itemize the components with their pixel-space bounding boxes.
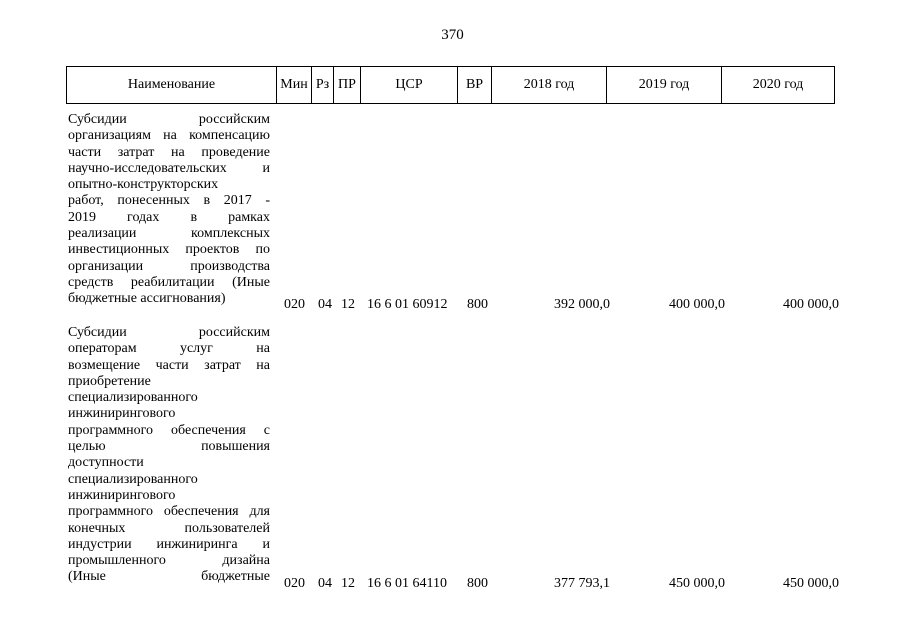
row-name-line: инжинирингового xyxy=(68,406,176,422)
row-name-line: специализированного xyxy=(68,390,198,406)
column-header-2018: 2018 год xyxy=(492,67,607,104)
row-2020: 400 000,0 xyxy=(783,297,839,312)
row-name-line: специализированного xyxy=(68,471,198,487)
row-name-line: бюджетные ассигнования) xyxy=(68,291,226,307)
row-name-line: 2019 годах в рамках xyxy=(68,209,270,225)
row-name-line: реализации комплексных xyxy=(68,226,270,242)
row-pr: 12 xyxy=(341,576,355,591)
row-name-line: Субсидии российским xyxy=(68,112,270,127)
column-header-name: Наименование xyxy=(67,67,277,104)
row-name-line: программного обеспечения для xyxy=(68,504,270,520)
row-name-line: операторам услуг на xyxy=(68,341,270,357)
row-min: 020 xyxy=(284,576,305,591)
row-csr: 16 6 01 64110 xyxy=(367,576,447,591)
row-name-line: организации производства xyxy=(68,258,270,274)
row-vr: 800 xyxy=(467,297,488,312)
column-header-2020: 2020 год xyxy=(722,67,835,104)
row-2018: 377 793,1 xyxy=(554,576,610,591)
row-name-line: инжинирингового xyxy=(68,487,176,503)
row-2018: 392 000,0 xyxy=(554,297,610,312)
row-name-line: целью повышения xyxy=(68,439,270,455)
row-name-line: работ, понесенных в 2017 - xyxy=(68,193,270,209)
row-name-line: инвестиционных проектов по xyxy=(68,242,270,258)
row-name-line: доступности xyxy=(68,455,144,471)
row-name-line: возмещение части затрат на xyxy=(68,357,270,373)
row-name-line: конечных пользователей xyxy=(68,520,270,536)
column-header-min: Мин xyxy=(277,67,312,104)
column-header-csr: ЦСР xyxy=(361,67,458,104)
row-min: 020 xyxy=(284,297,305,312)
row-rz: 04 xyxy=(318,297,332,312)
row-rz: 04 xyxy=(318,576,332,591)
row-2020: 450 000,0 xyxy=(783,576,839,591)
page-number: 370 xyxy=(441,27,464,43)
row-pr: 12 xyxy=(341,297,355,312)
row-name-line: опытно-конструкторских xyxy=(68,177,219,193)
table-header xyxy=(66,66,835,104)
row-name-line: приобретение xyxy=(68,373,151,389)
column-header-pr: ПР xyxy=(334,67,361,104)
column-header-rz: Рз xyxy=(312,67,334,104)
row-name xyxy=(68,325,270,586)
row-vr: 800 xyxy=(467,576,488,591)
row-2019: 400 000,0 xyxy=(669,297,725,312)
row-name-line: промышленного дизайна xyxy=(68,553,270,569)
row-name-line: организациям на компенсацию xyxy=(68,128,270,144)
row-name xyxy=(68,112,270,308)
column-header-2019: 2019 год xyxy=(607,67,722,104)
row-name-line: (Иные бюджетные xyxy=(68,569,270,585)
column-header-vr: ВР xyxy=(458,67,492,104)
row-name-line: программного обеспечения с xyxy=(68,422,270,438)
row-name-line: индустрии инжиниринга и xyxy=(68,536,270,552)
row-name-line: части затрат на проведение xyxy=(68,144,270,160)
row-name-line: научно-исследовательских и xyxy=(68,160,270,176)
row-2019: 450 000,0 xyxy=(669,576,725,591)
row-name-line: средств реабилитации (Иные xyxy=(68,274,270,290)
row-csr: 16 6 01 60912 xyxy=(367,297,448,312)
row-name-line: Субсидии российским xyxy=(68,325,270,340)
